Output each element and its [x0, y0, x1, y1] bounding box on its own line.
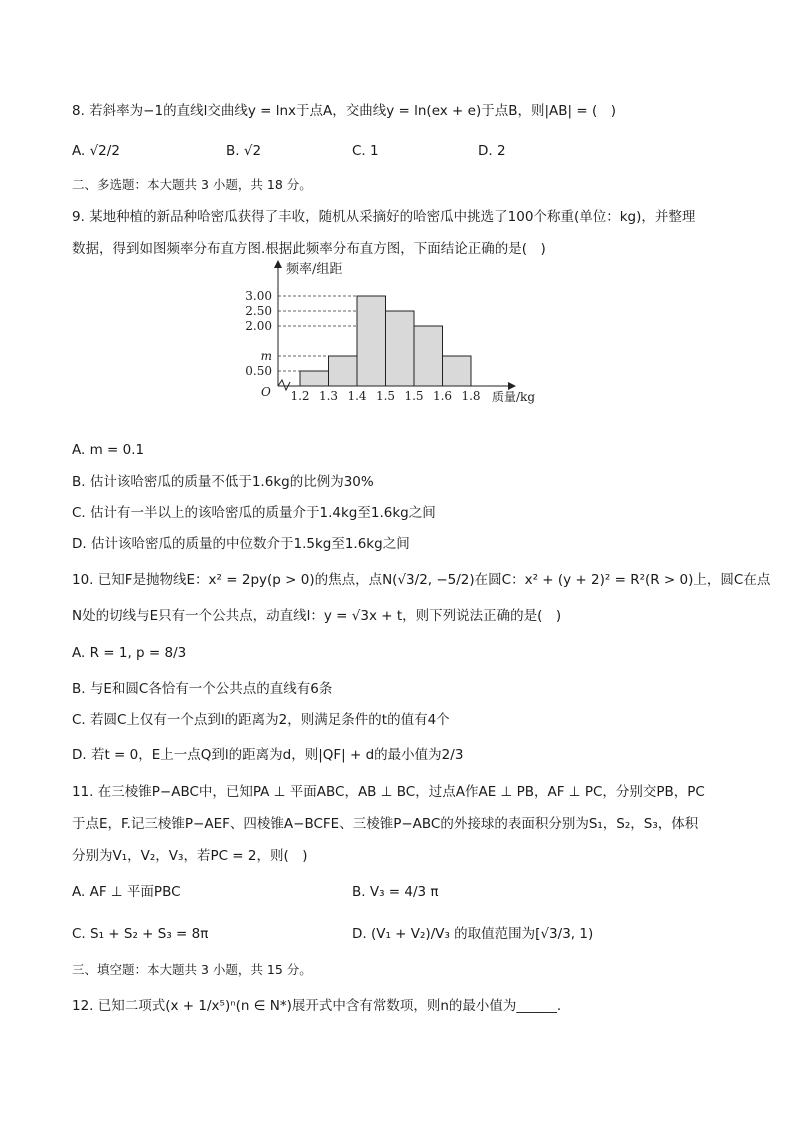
q12-stem: 12. 已知二项式(x + 1/x⁵)ⁿ(n ∈ N*)展开式中含有常数项，则n的最小值为______. [72, 998, 562, 1014]
q9-option-c: C. 估计有一半以上的该哈密瓜的质量介于1.4kg至1.6kg之间 [72, 505, 436, 521]
q10-stem-line2: N处的切线与E只有一个公共点，动直线l：y = √3x + t，则下列说法正确的是( ) [72, 608, 562, 624]
histogram-bar [414, 326, 443, 386]
q10-option-d: D. 若t = 0，E上一点Q到l的距离为d，则|QF| + d的最小值为2/3 [72, 747, 464, 763]
q10-stem-line1: 10. 已知F是抛物线E：x² = 2py(p > 0)的焦点，点N(√3/2, −5/2)在圆C：x² + (y + 2)² = R²(R > 0)上，圆C在点 [72, 572, 771, 588]
q11-option-b: B. V₃ = 4/3 π [352, 884, 439, 900]
histogram-xlabel: 质量/kg [492, 390, 535, 404]
q8-option-c: C. 1 [352, 143, 379, 159]
histogram-bars [300, 296, 471, 386]
x-tick-label: 1.5 [375, 389, 396, 403]
frequency-histogram [240, 258, 560, 408]
q11-option-c: C. S₁ + S₂ + S₃ = 8π [72, 926, 209, 942]
q8-option-b: B. √2 [226, 143, 262, 159]
y-tick-label: 0.50 [245, 364, 272, 378]
x-tick-label: 1.6 [432, 389, 453, 403]
section-heading-multiple-choice: 二、多选题：本大题共 3 小题，共 18 分。 [72, 177, 312, 192]
y-tick-label: 3.00 [245, 289, 272, 303]
q11-stem-line3: 分别为V₁，V₂，V₃，若PC = 2，则( ) [72, 848, 308, 864]
histogram-bar [386, 311, 415, 386]
histogram-origin-label: O [261, 385, 271, 399]
y-tick-label: m [260, 349, 272, 363]
q8-option-a: A. √2/2 [72, 143, 120, 159]
q9-stem-line1: 9. 某地种植的新品种哈密瓜获得了丰收，随机从采摘好的哈密瓜中挑选了100个称重(单位：kg)，并整理 [72, 209, 696, 225]
histogram-bar [443, 356, 472, 386]
q9-stem-line2: 数据，得到如图频率分布直方图.根据此频率分布直方图，下面结论正确的是( ) [72, 241, 546, 257]
histogram-bar [300, 371, 329, 386]
histogram-bar [329, 356, 358, 386]
q10-option-a: A. R = 1, p = 8/3 [72, 645, 187, 661]
x-tick-label: 1.3 [318, 389, 339, 403]
q9-option-b: B. 估计该哈密瓜的质量不低于1.6kg的比例为30% [72, 474, 374, 490]
q9-option-d: D. 估计该哈密瓜的质量的中位数介于1.5kg至1.6kg之间 [72, 536, 410, 552]
histogram-ylabel: 频率/组距 [286, 262, 343, 277]
x-tick-label: 1.4 [347, 389, 367, 403]
q10-option-b: B. 与E和圆C各恰有一个公共点的直线有6条 [72, 681, 333, 697]
x-tick-label: 1.5 [404, 389, 424, 403]
q11-option-d: D. (V₁ + V₂)/V₃ 的取值范围为[√3/3, 1) [352, 926, 594, 942]
q10-option-c: C. 若圆C上仅有一个点到l的距离为2，则满足条件的t的值有4个 [72, 712, 450, 728]
q11-option-a: A. AF ⊥ 平面PBC [72, 884, 181, 900]
x-tick-label: 1.8 [461, 389, 481, 403]
q8-stem: 8. 若斜率为−1的直线l交曲线y = lnx于点A，交曲线y = ln(ex + e)于点B，则|AB| = ( ) [72, 103, 617, 119]
section-heading-fill-in: 三、填空题：本大题共 3 小题，共 15 分。 [72, 962, 312, 977]
q11-stem-line1: 11. 在三棱锥P−ABC中，已知PA ⊥ 平面ABC，AB ⊥ BC，过点A作AE ⊥ PB，AF ⊥ PC，分别交PB，PC [72, 784, 705, 800]
histogram-bar [357, 296, 386, 386]
q8-option-d: D. 2 [478, 143, 506, 159]
y-tick-label: 2.50 [245, 304, 272, 318]
q11-stem-line2: 于点E，F.记三棱锥P−AEF、四棱锥A−BCFE、三棱锥P−ABC的外接球的表面积分别为S₁，S₂，S₃，体积 [72, 816, 699, 832]
x-tick-label: 1.2 [290, 389, 310, 403]
q9-option-a: A. m = 0.1 [72, 442, 145, 458]
histogram-x-tick-labels [290, 389, 480, 403]
y-tick-label: 2.00 [245, 319, 272, 333]
histogram-y-tick-labels [245, 289, 272, 378]
